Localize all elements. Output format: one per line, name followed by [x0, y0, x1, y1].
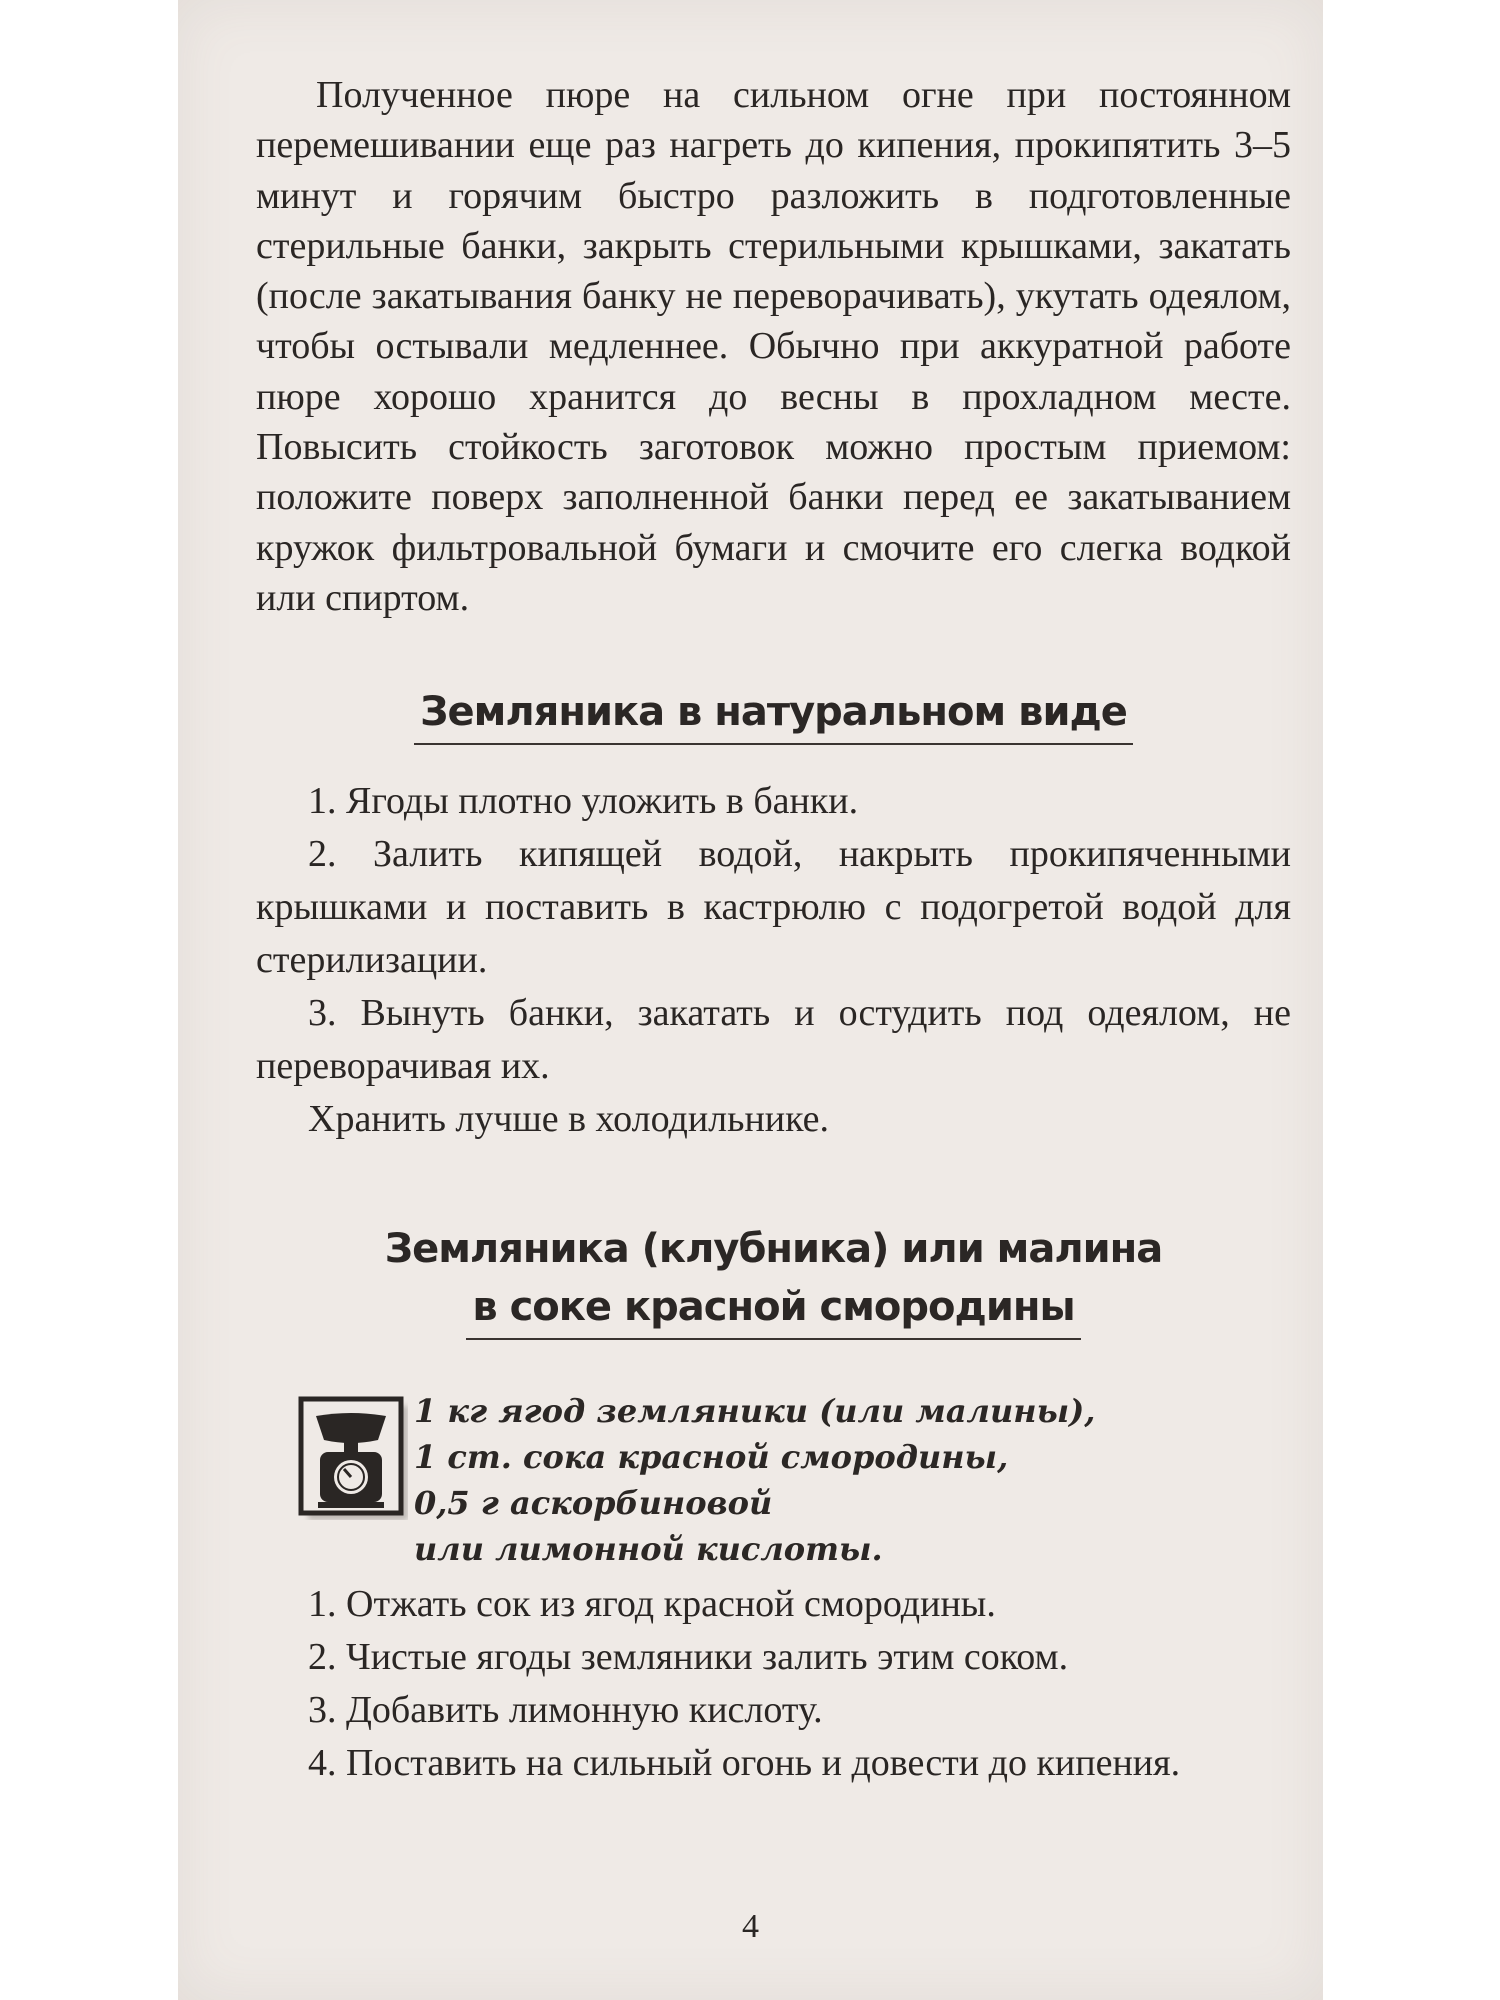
book-page [178, 0, 1323, 2000]
kitchen-scale-icon [298, 1396, 408, 1520]
ingredient-line: или лимонной кислоты. [414, 1530, 883, 1569]
ingredients-block [256, 1388, 1291, 1574]
recipe1-step: 1. Ягоды плотно уложить в банки. [308, 780, 859, 823]
ingredients-list [414, 1388, 1095, 1572]
recipe1-note: Хранить лучше в холодильнике. [308, 1098, 829, 1141]
recipe2-steps [256, 1578, 1291, 1790]
intro-paragraph: Полученное пюре на сильном огне при постоянном перемешивании еще раз нагреть до кипения, прокипятить 3–5 минут и горячим быстро разложить в подготовленные стерильные банки, закрыть стерильными крышками, закатать (после закатывания банку не переворачивать), укутать одеялом, чтобы остывали медленнее. Обычно при аккуратной работе пюре хорошо хранится до весны в прохладном месте. Повысить стойкость заготовок можно простым приемом: положите поверх заполненной банки перед ее закатыванием кружок фильтровальной бумаги и смочите его слегка водкой или спиртом. [256, 74, 1291, 619]
ingredient-line: 1 кг ягод земляники (или малины), [414, 1392, 1096, 1431]
recipe2-title-line1: Земляника (клубника) или малина [384, 1226, 1163, 1273]
recipe2-step: 3. Добавить лимонную кислоту. [308, 1689, 823, 1732]
ingredient-line: 1 ст. сока красной смородины, [414, 1438, 1009, 1477]
recipe1-title-text: Земляника в натуральном виде [414, 683, 1133, 745]
recipe1-title [256, 683, 1291, 745]
page-number: 4 [742, 1908, 759, 1945]
recipe2-step: 4. Поставить на сильный огонь и довести до кипения. [308, 1742, 1181, 1785]
recipe2-title-line2: в соке красной смородины [466, 1278, 1080, 1340]
ingredient-line: 0,5 г аскорбиновой [414, 1484, 773, 1523]
recipe2-step: 1. Отжать сок из ягод красной смородины. [308, 1583, 996, 1626]
recipe2-title [256, 1220, 1291, 1340]
recipe2-step: 2. Чистые ягоды земляники залить этим соком. [308, 1636, 1069, 1679]
page-content [256, 70, 1291, 1790]
recipe1-step: 3. Вынуть банки, закатать и остудить под одеялом, не переворачивая их. [256, 992, 1291, 1088]
recipe1-steps [256, 775, 1291, 1146]
recipe1-step: 2. Залить кипящей водой, накрыть прокипяченными крышками и поставить в кастрюлю с подогретой водой для стерилизации. [256, 833, 1291, 982]
